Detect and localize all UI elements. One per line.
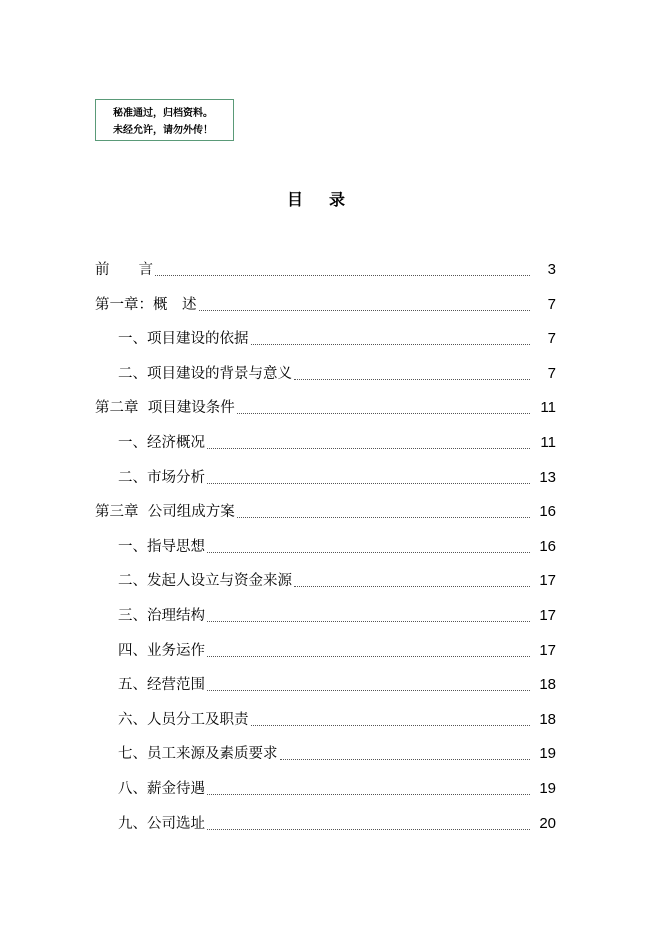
toc-dot-leader bbox=[207, 483, 530, 484]
notice-line-1: 秘准通过，归档资料。 bbox=[113, 108, 213, 119]
toc-entry-label: 五、经营范围 bbox=[118, 677, 205, 693]
toc-entry-page-number: 19 bbox=[539, 745, 556, 762]
toc-entry-page-number: 18 bbox=[539, 676, 556, 693]
toc-dot-leader bbox=[237, 517, 530, 518]
toc-dot-leader bbox=[207, 794, 530, 795]
toc-dot-leader bbox=[237, 413, 530, 414]
toc-entry[interactable] bbox=[118, 327, 556, 349]
toc-dot-leader bbox=[207, 829, 530, 830]
toc-dot-leader bbox=[207, 448, 530, 449]
toc-dot-leader bbox=[280, 759, 531, 760]
toc-entry-label: 七、员工来源及素质要求 bbox=[118, 746, 278, 762]
toc-entry[interactable] bbox=[118, 639, 556, 661]
toc-entry[interactable] bbox=[95, 258, 556, 280]
toc-entry[interactable] bbox=[118, 742, 556, 764]
toc-dot-leader bbox=[251, 344, 531, 345]
toc-entry-label: 第一章：概 述 bbox=[95, 297, 197, 313]
toc-entry-label: 二、发起人设立与资金来源 bbox=[118, 573, 292, 589]
toc-dot-leader bbox=[294, 586, 530, 587]
toc-entry[interactable] bbox=[118, 812, 556, 834]
toc-entry-label: 三、治理结构 bbox=[118, 608, 205, 624]
notice-line-2: 未经允许，请勿外传！ bbox=[113, 125, 213, 136]
toc-entry-label: 二、项目建设的背景与意义 bbox=[118, 366, 292, 382]
toc-entry-page-number: 17 bbox=[539, 642, 556, 659]
toc-title: 目录 bbox=[286, 190, 371, 209]
toc-entry-page-number: 17 bbox=[539, 607, 556, 624]
toc-entry-page-number: 7 bbox=[547, 296, 556, 313]
toc-entry-label: 八、薪金待遇 bbox=[118, 781, 205, 797]
toc-entry[interactable] bbox=[118, 362, 556, 384]
confidential-notice-box bbox=[95, 99, 234, 141]
toc-entry-page-number: 16 bbox=[539, 503, 556, 520]
toc-entry-label: 九、公司选址 bbox=[118, 816, 205, 832]
toc-entry-label: 前 言 bbox=[95, 262, 153, 278]
toc-entry-page-number: 16 bbox=[539, 538, 556, 555]
toc-entry-page-number: 17 bbox=[539, 572, 556, 589]
toc-entry[interactable] bbox=[118, 708, 556, 730]
toc-dot-leader bbox=[199, 310, 531, 311]
toc-entry-label: 第二章 项目建设条件 bbox=[95, 400, 235, 416]
toc-entry-page-number: 3 bbox=[547, 261, 556, 278]
toc-entry[interactable] bbox=[95, 500, 556, 522]
toc-entry-label: 四、业务运作 bbox=[118, 643, 205, 659]
toc-entry[interactable] bbox=[95, 396, 556, 418]
toc-dot-leader bbox=[207, 621, 530, 622]
toc-entry-page-number: 7 bbox=[547, 330, 556, 347]
toc-entry-page-number: 20 bbox=[539, 815, 556, 832]
toc-entry-page-number: 7 bbox=[547, 365, 556, 382]
toc-entry[interactable] bbox=[118, 604, 556, 626]
toc-entry[interactable] bbox=[95, 293, 556, 315]
toc-entry-page-number: 11 bbox=[540, 434, 556, 451]
toc-entry-label: 二、市场分析 bbox=[118, 470, 205, 486]
toc-entry[interactable] bbox=[118, 431, 556, 453]
toc-entry-label: 六、人员分工及职责 bbox=[118, 712, 249, 728]
toc-entry-page-number: 19 bbox=[539, 780, 556, 797]
toc-dot-leader bbox=[251, 725, 531, 726]
toc-entry[interactable] bbox=[118, 569, 556, 591]
toc-entry-label: 一、项目建设的依据 bbox=[118, 331, 249, 347]
toc-entry-label: 第三章 公司组成方案 bbox=[95, 504, 235, 520]
toc-dot-leader bbox=[155, 275, 530, 276]
toc-dot-leader bbox=[294, 379, 530, 380]
toc-entry-page-number: 13 bbox=[539, 469, 556, 486]
toc-entry-label: 一、指导思想 bbox=[118, 539, 205, 555]
toc-entry-page-number: 11 bbox=[540, 399, 556, 416]
toc-dot-leader bbox=[207, 552, 530, 553]
toc-entry-page-number: 18 bbox=[539, 711, 556, 728]
toc-entry[interactable] bbox=[118, 466, 556, 488]
toc-entry[interactable] bbox=[118, 777, 556, 799]
toc-entry-label: 一、经济概况 bbox=[118, 435, 205, 451]
toc-dot-leader bbox=[207, 690, 530, 691]
toc-entry[interactable] bbox=[118, 535, 556, 557]
toc-entry[interactable] bbox=[118, 673, 556, 695]
toc-dot-leader bbox=[207, 656, 530, 657]
